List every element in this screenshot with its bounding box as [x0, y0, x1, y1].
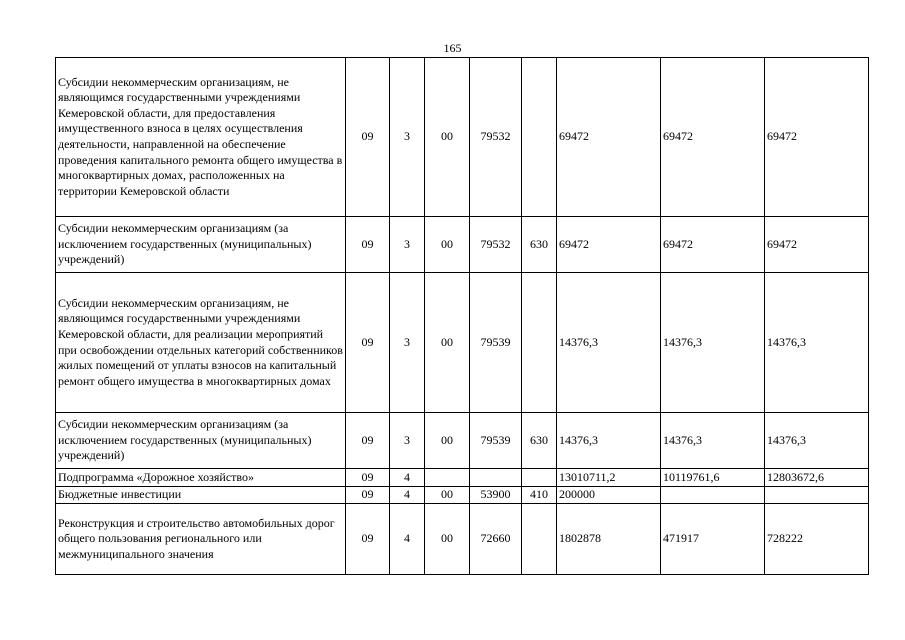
row-name-cell: Субсидии некоммерческим организациям (за исключением государственных (муниципальных) учреждений) [56, 217, 346, 273]
prz-cell: 4 [390, 469, 425, 487]
csr-program-cell: 00 [425, 504, 470, 575]
amount-year3-cell: 14376,3 [765, 413, 869, 469]
table-row [56, 487, 869, 504]
row-name-cell: Субсидии некоммерческим организациям, не являющимся государственными учреждениями Кемеровской области, для реализации мероприятий при освобождении отдельных категорий собственников жилых помещений от уплаты взносов на капитальный ремонт общего имущества в многоквартирных домах [56, 273, 346, 413]
csr-direction-cell: 79532 [470, 217, 522, 273]
rz-cell: 09 [346, 273, 390, 413]
prz-cell: 4 [390, 487, 425, 504]
amount-year3-cell: 14376,3 [765, 273, 869, 413]
vr-cell [522, 58, 557, 217]
rz-cell: 09 [346, 504, 390, 575]
page-number: 165 [443, 41, 462, 55]
amount-year2-cell: 10119761,6 [661, 469, 765, 487]
csr-direction-cell: 79539 [470, 413, 522, 469]
csr-direction-cell: 53900 [470, 487, 522, 504]
csr-program-cell: 00 [425, 413, 470, 469]
table-row [56, 504, 869, 575]
budget-table [55, 57, 869, 575]
rz-cell: 09 [346, 469, 390, 487]
amount-year1-cell: 69472 [557, 217, 661, 273]
row-name-cell: Субсидии некоммерческим организациям, не являющимся государственными учреждениями Кемеровской области, для предоставления имущественного взноса в целях осуществления деятельности, направленной на обеспечение проведения капитального ремонта общего имущества в многоквартирных домах, расположенных на территории Кемеровской области [56, 58, 346, 217]
vr-cell [522, 469, 557, 487]
vr-cell: 410 [522, 487, 557, 504]
prz-cell: 3 [390, 217, 425, 273]
rz-cell: 09 [346, 58, 390, 217]
prz-cell: 3 [390, 413, 425, 469]
amount-year2-cell: 471917 [661, 504, 765, 575]
amount-year2-cell: 14376,3 [661, 413, 765, 469]
amount-year3-cell [765, 487, 869, 504]
amount-year2-cell: 69472 [661, 217, 765, 273]
row-name-cell: Бюджетные инвестиции [56, 487, 346, 504]
csr-direction-cell: 79539 [470, 273, 522, 413]
vr-cell [522, 504, 557, 575]
rz-cell: 09 [346, 217, 390, 273]
prz-cell: 3 [390, 273, 425, 413]
csr-direction-cell: 72660 [470, 504, 522, 575]
row-name-cell: Реконструкция и строительство автомобильных дорог общего пользования регионального или межмуниципального значения [56, 504, 346, 575]
csr-program-cell: 00 [425, 217, 470, 273]
csr-program-cell [425, 469, 470, 487]
rz-cell: 09 [346, 413, 390, 469]
csr-direction-cell: 79532 [470, 58, 522, 217]
amount-year1-cell: 14376,3 [557, 413, 661, 469]
prz-cell: 4 [390, 504, 425, 575]
amount-year3-cell: 728222 [765, 504, 869, 575]
csr-program-cell: 00 [425, 58, 470, 217]
csr-program-cell: 00 [425, 273, 470, 413]
vr-cell [522, 273, 557, 413]
prz-cell: 3 [390, 58, 425, 217]
amount-year3-cell: 69472 [765, 58, 869, 217]
amount-year1-cell: 1802878 [557, 504, 661, 575]
amount-year1-cell: 69472 [557, 58, 661, 217]
csr-direction-cell [470, 469, 522, 487]
table-row [56, 217, 869, 273]
amount-year2-cell [661, 487, 765, 504]
table-row [56, 413, 869, 469]
amount-year1-cell: 14376,3 [557, 273, 661, 413]
vr-cell: 630 [522, 217, 557, 273]
csr-program-cell: 00 [425, 487, 470, 504]
row-name-cell: Субсидии некоммерческим организациям (за исключением государственных (муниципальных) учреждений) [56, 413, 346, 469]
rz-cell: 09 [346, 487, 390, 504]
amount-year1-cell: 200000 [557, 487, 661, 504]
amount-year3-cell: 12803672,6 [765, 469, 869, 487]
amount-year3-cell: 69472 [765, 217, 869, 273]
vr-cell: 630 [522, 413, 557, 469]
amount-year1-cell: 13010711,2 [557, 469, 661, 487]
table-row [56, 58, 869, 217]
table-row [56, 273, 869, 413]
amount-year2-cell: 14376,3 [661, 273, 765, 413]
amount-year2-cell: 69472 [661, 58, 765, 217]
row-name-cell: Подпрограмма «Дорожное хозяйство» [56, 469, 346, 487]
table-row [56, 469, 869, 487]
